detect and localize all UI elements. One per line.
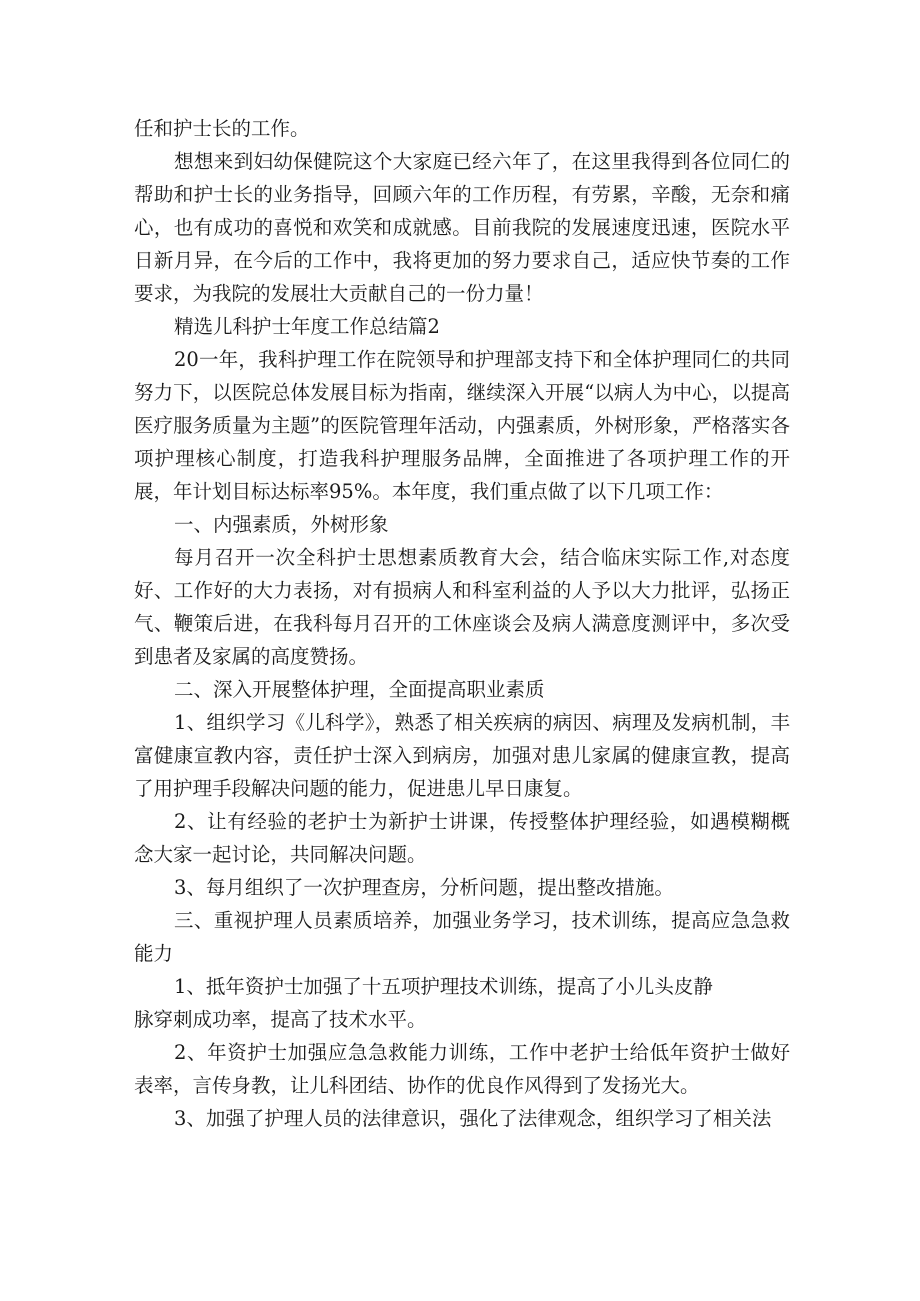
section-title: 精选儿科护士年度工作总结篇2	[174, 315, 440, 338]
list-item: 2、让有经验的老护士为新护士讲课，传授整体护理经验，如遇模糊概念大家一起讨论，共同解决问题。	[134, 810, 790, 866]
paragraph-reflection: 想想来到妇幼保健院这个大家庭已经六年了，在这里我得到各位同仁的帮助和护士长的业务指导，回顾六年的工作历程，有劳累，辛酸，无奈和痛心，也有成功的喜悦和欢笑和成就感。目前我院的发展速度迅速，医院水平日新月异，在今后的工作中，我将更加的努力要求自己，适应快节奏的工作要求，为我院的发展壮大贡献自己的一份力量！	[134, 150, 790, 305]
list-item-continuation: 脉穿刺成功率，提高了技术水平。	[134, 1008, 427, 1031]
heading-two: 二、深入开展整体护理，全面提高职业素质	[174, 678, 545, 701]
heading-three: 三、重视护理人员素质培养，加强业务学习，技术训练，提高应急急救能力	[134, 909, 790, 965]
paragraph-continuation: 任和护士长的工作。	[134, 117, 310, 140]
list-item: 3、每月组织了一次护理查房，分析问题，提出整改措施。	[174, 876, 674, 899]
paragraph-monthly-meeting: 每月召开一次全科护士思想素质教育大会，结合临床实际工作,对态度好、工作好的大力表扬，对有损病人和科室利益的人予以大力批评，弘扬正气、鞭策后进，在我科每月召开的工休座谈会及病人满意度测评中，多次受到患者及家属的高度赞扬。	[134, 546, 790, 668]
list-item: 1、组织学习《儿科学》，熟悉了相关疾病的病因、病理及发病机制，丰富健康宣教内容，责任护士深入到病房，加强对患儿家属的健康宣教，提高了用护理手段解决问题的能力，促进患儿早日康复。	[134, 711, 790, 800]
list-item: 3、加强了护理人员的法律意识，强化了法律观念，组织学习了相关法	[174, 1107, 772, 1130]
paragraph-intro: 20一年，我科护理工作在院领导和护理部支持下和全体护理同仁的共同努力下，以医院总体发展目标为指南，继续深入开展“以病人为中心，以提高医疗服务质量为主题”的医院管理年活动，内强素质，外树形象，严格落实各项护理核心制度，打造我科护理服务品牌，全面推进了各项护理工作的开展，年计划目标达标率95%。本年度，我们重点做了以下几项工作：	[134, 348, 790, 503]
heading-one: 一、内强素质，外树形象	[174, 513, 389, 536]
list-item: 2、年资护士加强应急急救能力训练，工作中老护士给低年资护士做好表率，言传身教，让儿科团结、协作的优良作风得到了发扬光大。	[134, 1041, 790, 1097]
document-body	[134, 112, 790, 1135]
list-item: 1、抵年资护士加强了十五项护理技术训练，提高了小儿头皮静	[174, 975, 713, 998]
